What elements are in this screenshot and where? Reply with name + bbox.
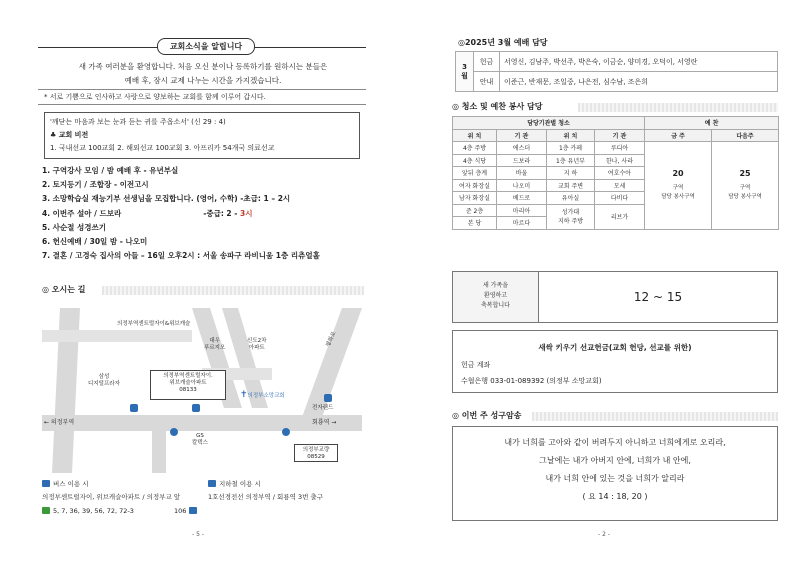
- map-label: 의정부역센트럴자이&위브캐슬: [117, 321, 191, 327]
- worship-names: 서영신, 김남주, 박선주, 박은숙, 이금순, 양미경, 오덕이, 서영란: [500, 52, 778, 72]
- bus-numbers-line: [42, 506, 372, 517]
- newcomer-label: 새 가족을 환영하고 축복합니다: [453, 272, 539, 322]
- announcement-time: -중급: 2 -: [203, 208, 240, 218]
- column-header: 위 치: [453, 129, 497, 142]
- table-cell: 남자 화장실: [453, 192, 497, 205]
- column-header: 다음주: [712, 129, 779, 142]
- table-cell: 에스더: [497, 142, 547, 155]
- announcement-item: 1. 구역강사 모임 / 밤 예배 후 - 유년부실: [42, 166, 179, 175]
- greeting-note: * 서로 기쁨으로 인사하고 사랑으로 양보하는 교회를 함께 이루어 갑시다.: [38, 89, 366, 105]
- this-week-cell: [645, 142, 712, 230]
- table-cell: 1층 유년부: [547, 154, 595, 167]
- merged-place-cell: 성가대 지하 주방: [547, 204, 595, 229]
- service-table: [452, 116, 779, 230]
- announcement-list: [42, 164, 372, 263]
- blue-bus-icon: [189, 507, 197, 514]
- subway-route: 1호선경전선 의정부역 / 회룡역 3번 출구: [208, 493, 323, 501]
- map-label: ← 의정부역: [44, 419, 75, 426]
- table-cell: 준 2층: [453, 204, 497, 217]
- table-cell: 마리아: [497, 204, 547, 217]
- page-number: - 2 -: [598, 531, 610, 538]
- directions-map: [42, 308, 362, 473]
- vision-title: [50, 129, 354, 142]
- section-bar: [532, 412, 778, 421]
- mission-box: [452, 330, 778, 393]
- worship-names: 이준근, 반재문, 조일중, 나은전, 심수남, 조은희: [500, 72, 778, 92]
- bus-info: [42, 479, 372, 490]
- table-cell: 4층 식당: [453, 154, 497, 167]
- bus-extra: [174, 506, 200, 517]
- table-row: [456, 72, 778, 92]
- map-label: 대우 푸르지오: [204, 338, 226, 351]
- snack-header: 예 찬: [645, 117, 779, 130]
- table-cell: 유아실: [547, 192, 595, 205]
- service-title: ◎ 청소 및 예찬 봉사 담당: [452, 102, 543, 111]
- table-cell: 베드로: [497, 192, 547, 205]
- mission-account: 수협은행 033-01-089392 (의정부 소망교회): [461, 377, 602, 385]
- bus-stop-text: 의정부센트럴자이, 위브캐슬아파트 / 의정부교 앞: [42, 493, 181, 501]
- worship-month: 3월: [456, 52, 474, 92]
- verse-line: 그날에는 내가 아버지 안에, 너희가 내 안에,: [539, 456, 691, 465]
- announcement-item: 2. 토지등기 / 조합장 - 이전고시: [42, 180, 149, 190]
- bus-stop-icon: [324, 394, 332, 402]
- announcement-item: 5. 사순절 성경쓰기: [42, 222, 107, 232]
- worship-role: 헌금: [474, 52, 500, 72]
- map-label: 신도2차 아파트: [247, 338, 267, 351]
- page-number: - 5 -: [192, 531, 204, 538]
- table-cell: 모세: [595, 179, 645, 192]
- map-church: [240, 392, 285, 400]
- notice-title: 교회소식을 알립니다: [157, 38, 255, 55]
- subway-icon: [282, 428, 290, 436]
- scripture-line: '깨닫는 마음과 보는 눈과 듣는 귀를 주옵소서' (신 29 : 4): [50, 118, 226, 126]
- map-church-label: 의정부소망교회: [247, 393, 285, 399]
- mission-account-label: 헌금 계좌: [461, 361, 491, 369]
- worship-role: 안내: [474, 72, 500, 92]
- table-cell: 한나, 사라: [595, 154, 645, 167]
- column-header: 금 주: [645, 129, 712, 142]
- mission-title: 새싹 키우기 선교헌금(교회 헌당, 선교를 위한): [538, 343, 692, 352]
- newcomer-value: 12 ~ 15: [633, 290, 683, 304]
- next-week-label: 구역: [739, 184, 751, 191]
- announcement-item: 3. 소망학습실 재능기부 선생님을 모집합니다. (영어, 수학) -초급: 1 – 2시: [42, 194, 291, 204]
- transport-details: [42, 492, 372, 503]
- welcome-message: [40, 60, 366, 88]
- verse-line: 내가 너희 안에 있는 것을 너희가 알리라: [545, 474, 685, 483]
- memory-verse-box: [452, 426, 778, 521]
- map-label: 전자랜드: [312, 405, 334, 411]
- bus-numbers: 5, 7, 36, 39, 56, 72, 72-3: [53, 507, 134, 515]
- newcomer-box: [452, 271, 778, 323]
- table-row: [456, 52, 778, 72]
- subway-info: [208, 479, 261, 490]
- column-header: 기 관: [497, 129, 547, 142]
- subway-icon: [170, 428, 178, 436]
- announcement-item: [42, 207, 372, 221]
- column-header: 위 치: [547, 129, 595, 142]
- section-bar: [578, 103, 778, 112]
- table-cell: 지 하: [547, 167, 595, 180]
- next-week-sub: 담당 봉사구역: [728, 193, 762, 200]
- table-cell: 마르다: [497, 217, 547, 230]
- right-page: [400, 0, 800, 566]
- welcome-line: 예배 후, 잠시 교제 나누는 시간을 가지겠습니다.: [124, 76, 282, 85]
- directions-title: ◎ 오시는 길: [42, 285, 86, 294]
- table-cell: 앞뒤 층계: [453, 167, 497, 180]
- map-label: 삼성 디지털프라자: [88, 374, 120, 387]
- next-week-value: 25: [739, 168, 751, 178]
- map-label: 회룡역 →: [312, 419, 337, 426]
- map-label: GS 칼텍스: [192, 433, 208, 446]
- bus-title: 버스 이용 시: [53, 480, 89, 488]
- verse-line: 내가 너희를 고아와 같이 버려두지 아니하고 너희에게로 오리라,: [504, 438, 726, 447]
- group-header: 담당기관별 청소: [453, 117, 645, 130]
- bus-extra-number: 106: [174, 507, 187, 515]
- this-week-value: 20: [672, 168, 684, 178]
- announcement-item: 6. 헌신예배 / 30일 밤 - 나오미: [42, 237, 148, 247]
- announcement-text: 4. 이번주 설아 / 드보라: [42, 208, 122, 218]
- church-icon: ✝: [240, 390, 248, 400]
- table-cell: 드보라: [497, 154, 547, 167]
- green-bus-icon: [42, 507, 50, 514]
- verse-title: ◎ 이번 주 성구암송: [452, 411, 522, 420]
- welcome-line: 새 가족 여러분을 환영합니다. 처음 오신 분이나 등록하기를 원하시는 분들은: [78, 62, 328, 71]
- table-cell: 여자 화장실: [453, 179, 497, 192]
- table-cell: 여호수아: [595, 167, 645, 180]
- table-cell: 리브가: [595, 204, 645, 229]
- column-header: 기 관: [595, 129, 645, 142]
- table-cell: 1층 카페: [547, 142, 595, 155]
- bus-stop-icon: [192, 404, 200, 412]
- table-cell: 4층 주방: [453, 142, 497, 155]
- table-row: [453, 117, 779, 130]
- table-cell: 다비다: [595, 192, 645, 205]
- this-week-label: 구역: [672, 184, 684, 191]
- vision-items: 1. 국내선교 100교회 2. 해외선교 100교회 3. 아프리카 54개국 의료선교: [50, 144, 275, 152]
- table-cell: 교회 주변: [547, 179, 595, 192]
- table-cell: 나오미: [497, 179, 547, 192]
- worship-title: ◎2025년 3월 예배 담당: [458, 38, 548, 47]
- next-week-cell: [712, 142, 779, 230]
- worship-table: [455, 51, 778, 92]
- announcement-time-highlight: 3시: [240, 208, 253, 218]
- announcement-item: 7. 결혼 / 고경숙 집사의 아들 – 16일 오후2시 : 서울 송파구 라비니움 1층 리츄얼홀: [42, 251, 320, 261]
- table-row: [453, 129, 779, 142]
- this-week-sub: 담당 봉사구역: [661, 193, 695, 200]
- vision-box: [44, 112, 360, 159]
- club-icon: ♣: [50, 131, 59, 139]
- bus-icon: [42, 480, 50, 487]
- bus-stop-icon: [130, 404, 138, 412]
- table-row: [453, 142, 779, 155]
- subway-title: 지하철 이용 시: [219, 480, 261, 488]
- map-building: 의정부역센트럴자이. 위브캐슬아파트 08133: [150, 370, 226, 400]
- table-cell: 바울: [497, 167, 547, 180]
- section-bar: [102, 286, 364, 295]
- map-road-sign: 평화로: [325, 330, 338, 348]
- map-building: 의정부교량 08529: [294, 444, 338, 462]
- table-cell: 본 당: [453, 217, 497, 230]
- table-cell: 루디아: [595, 142, 645, 155]
- vision-title-text: 교회 비전: [58, 131, 89, 139]
- verse-reference: ( 요 14 : 18, 20 ): [582, 492, 648, 501]
- subway-icon: [208, 480, 216, 487]
